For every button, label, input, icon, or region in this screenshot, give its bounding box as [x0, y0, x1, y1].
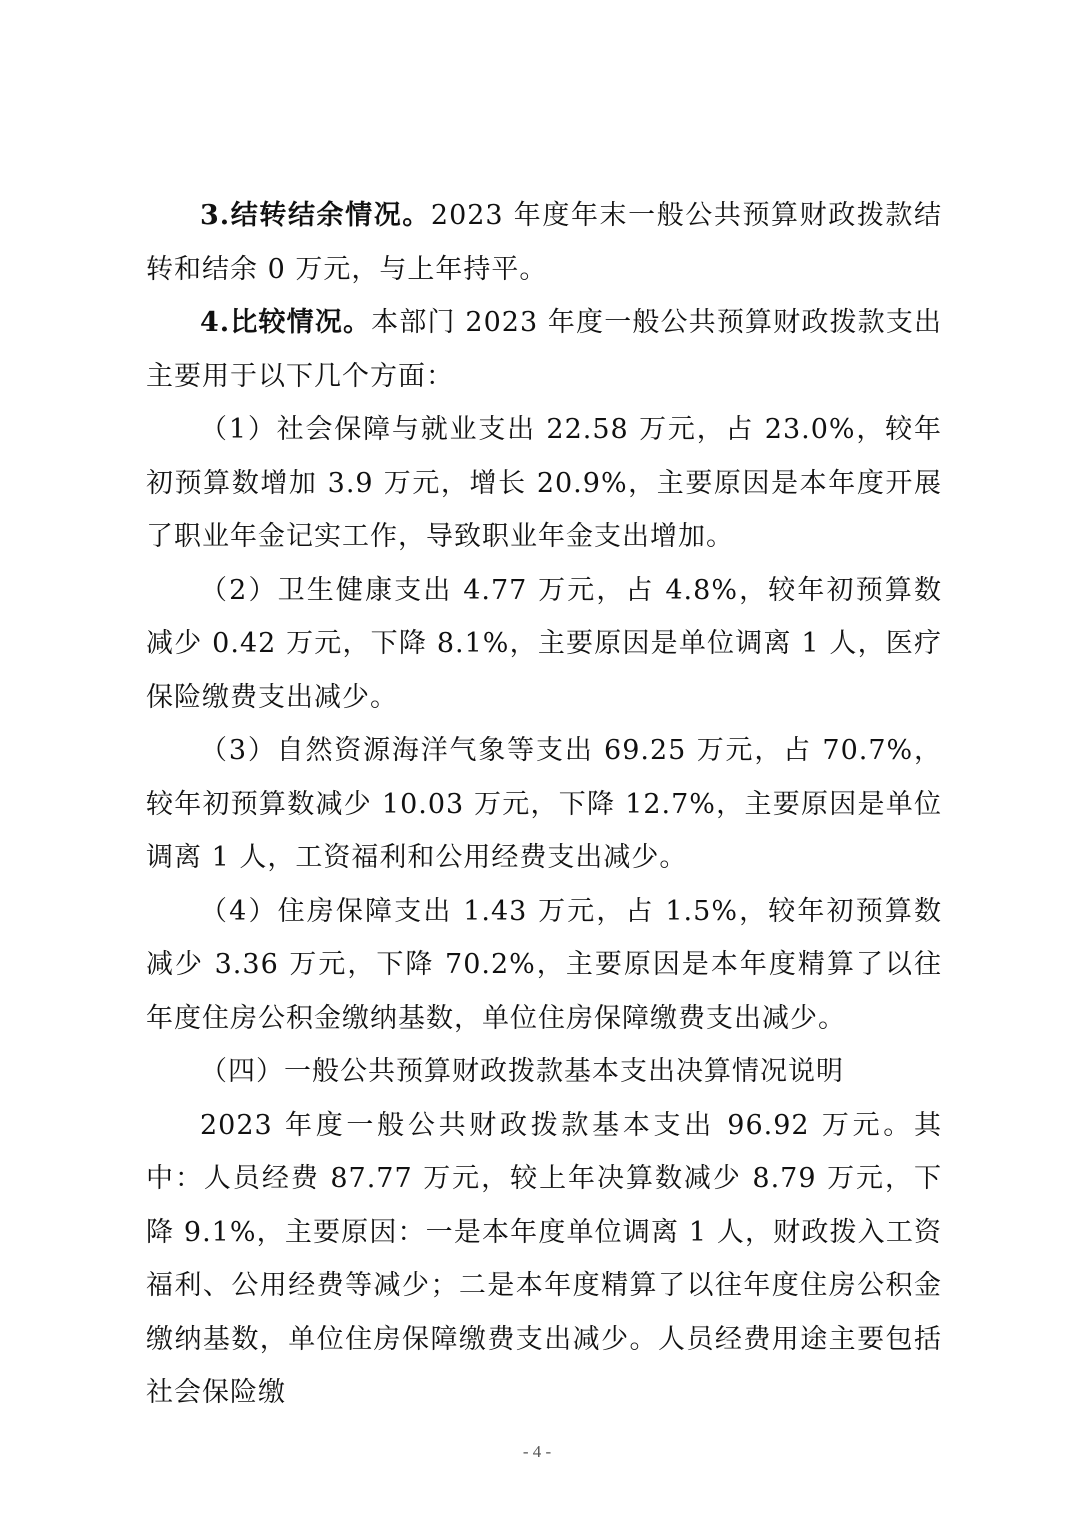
paragraph-text: 本部门 2023 年度一般公共预算财政拨款支出主要用于以下几个方面：: [146, 307, 942, 392]
document-body: [146, 189, 942, 1420]
paragraph-text: （1）社会保障与就业支出 22.58 万元，占 23.0%，较年初预算数增加 3.9 万元，增长 20.9%，主要原因是本年度开展了职业年金记实工作，导致职业年金支出增加。: [146, 414, 942, 552]
paragraph-lead: 3.结转结余情况。: [200, 200, 431, 231]
paragraph-text: （2）卫生健康支出 4.77 万元，占 4.8%，较年初预算数减少 0.42 万元，下降 8.1%，主要原因是单位调离 1 人，医疗保险缴费支出减少。: [146, 574, 942, 713]
paragraph-text: （3）自然资源海洋气象等支出 69.25 万元，占 70.7%，较年初预算数减少 10.03 万元，下降 12.7%，主要原因是单位调离 1 人，工资福利和公用经费支出减少。: [146, 735, 942, 873]
paragraph-social-security: [146, 403, 942, 564]
paragraph-natural-resources: [146, 724, 942, 885]
paragraph-text: （4）住房保障支出 1.43 万元，占 1.5%，较年初预算数减少 3.36 万元，下降 70.2%，主要原因是本年度精算了以往年度住房公积金缴纳基数，单位住房保障缴费支出减少。: [146, 895, 942, 1034]
paragraph-basic-expenditure: 2023 年度一般公共财政拨款基本支出 96.92 万元。其中：人员经费 87.77 万元，较上年决算数减少 8.79 万元，下降 9.1%，主要原因：一是本年度单位调离 1 人，财政拨入工资福利、公用经费等减少；二是本年度精算了以往年度住房公积金缴纳基数，单位住房保障缴费支出减少。人员经费用途主要包括社会保险缴: [146, 1109, 942, 1408]
paragraph-comparison: [146, 296, 942, 403]
page-number: - 4 -: [522, 1442, 552, 1461]
section-heading: （四）一般公共预算财政拨款基本支出决算情况说明: [200, 1056, 844, 1087]
paragraph-health: [146, 564, 942, 725]
paragraph-housing: [146, 885, 942, 1046]
paragraph-carryover: [146, 189, 942, 296]
paragraph-text: 2023 年度年末一般公共预算财政拨款结转和结余 0 万元，与上年持平。: [146, 200, 942, 285]
paragraph-lead: 4.比较情况。: [200, 307, 372, 338]
